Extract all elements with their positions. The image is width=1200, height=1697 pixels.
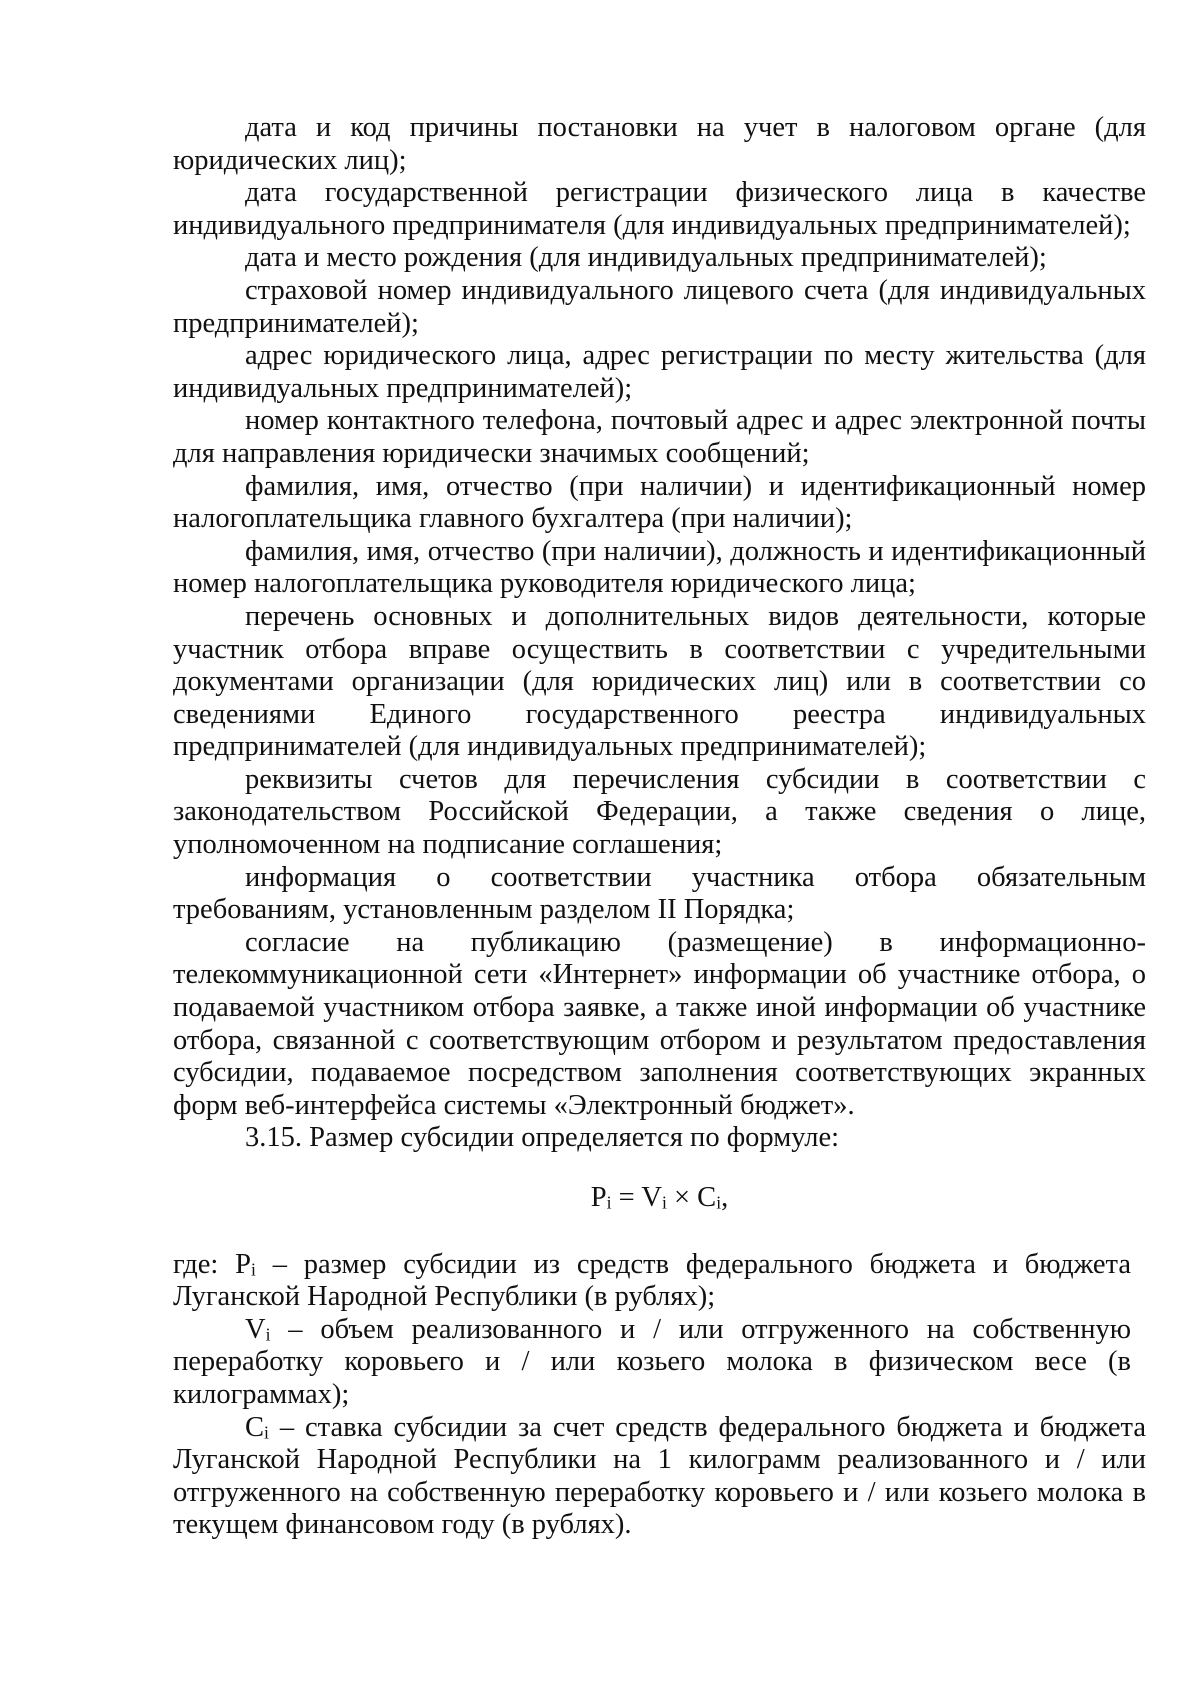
- paragraph: перечень основных и дополнительных видов деятельности, которые участник отбора вправе осуществить в соответствии с учредительными документами организации (для юридических лиц) или в соответствии со сведениями Единого государственного реестра индивидуальных предпринимателей (для индивидуальных предпринимателей);: [173, 600, 1146, 763]
- c-description: – ставка субсидии за счет средств федерального бюджета и бюджета Луганской Народной Республики на 1 килограмм реализованного и / или отгруженного на собственную переработку коровьего и / или козьего молока в текущем финансовом году (в рублях).: [173, 1411, 1146, 1541]
- paragraph: фамилия, имя, отчество (при наличии), должность и идентификационный номер налогоплательщика руководителя юридического лица;: [173, 535, 1146, 600]
- formula-comma: ,: [721, 1182, 729, 1213]
- formula-v: V: [641, 1182, 662, 1213]
- formula-p-subscript: i: [606, 1192, 612, 1213]
- v-symbol: V: [245, 1313, 266, 1345]
- formula-c-subscript: i: [716, 1192, 722, 1213]
- subsidy-formula: [173, 1182, 1146, 1215]
- section-3-15-paragraph: 3.15. Размер субсидии определяется по формуле:: [245, 1122, 840, 1154]
- where-label: где:: [173, 1248, 236, 1280]
- paragraph: адрес юридического лица, адрес регистрации по месту жительства (для индивидуальных предпринимателей);: [173, 340, 1146, 404]
- p-subscript: i: [251, 1259, 256, 1280]
- p-symbol: P: [235, 1248, 251, 1280]
- c-symbol: C: [245, 1411, 265, 1443]
- paragraph: дата и место рождения (для индивидуальных предпринимателей);: [245, 242, 1047, 274]
- paragraph: дата государственной регистрации физического лица в качестве индивидуального предпринимателя (для индивидуальных предпринимателей);: [173, 177, 1146, 241]
- v-description: – объем реализованного и / или отгруженного на собственную переработку коровьего и / или козьего молока в физическом весе (в килограммах);: [173, 1313, 1131, 1410]
- paragraph: дата и код причины постановки на учет в налоговом органе (для юридических лиц);: [173, 112, 1146, 176]
- formula-equals: =: [611, 1182, 642, 1213]
- definition-v: [173, 1314, 1131, 1412]
- definition-p: [173, 1249, 1131, 1314]
- paragraph: реквизиты счетов для перечисления субсидии в соответствии с законодательством Российской Федерации, а также сведения о лице, уполномоченном на подписание соглашения;: [173, 763, 1146, 861]
- formula-c: C: [697, 1182, 717, 1213]
- paragraph: фамилия, имя, отчество (при наличии) и идентификационный номер налогоплательщика главного бухгалтера (при наличии);: [173, 470, 1146, 535]
- document-page: [173, 112, 1146, 1542]
- definition-c: [173, 1412, 1146, 1542]
- paragraph: страховой номер индивидуального лицевого счета (для индивидуальных предпринимателей);: [173, 274, 1146, 339]
- formula-definitions: [173, 1249, 1131, 1412]
- p-description: – размер субсидии из средств федерального бюджета и бюджета Луганской Народной Республики (в рублях);: [173, 1248, 1132, 1313]
- paragraph: информация о соответствии участника отбора обязательным требованиям, установленным разделом II Порядка;: [173, 861, 1146, 926]
- paragraph: согласие на публикацию (размещение) в информационно-телекоммуникационной сети «Интернет» информации об участнике отбора, о подаваемой участником отбора заявке, а также иной информации об участнике отбора, связанной с соответствующим отбором и результатом предоставления субсидии, подаваемое посредством заполнения соответствующих экранных форм веб-интерфейса системы «Электронный бюджет».: [173, 926, 1146, 1121]
- formula-p: P: [590, 1182, 607, 1213]
- c-subscript: i: [264, 1422, 269, 1443]
- paragraph: номер контактного телефона, почтовый адрес и адрес электронной почты для направления юридически значимых сообщений;: [173, 405, 1146, 469]
- formula-times: ×: [666, 1182, 698, 1213]
- formula-v-subscript: i: [661, 1192, 667, 1213]
- v-subscript: i: [265, 1324, 271, 1345]
